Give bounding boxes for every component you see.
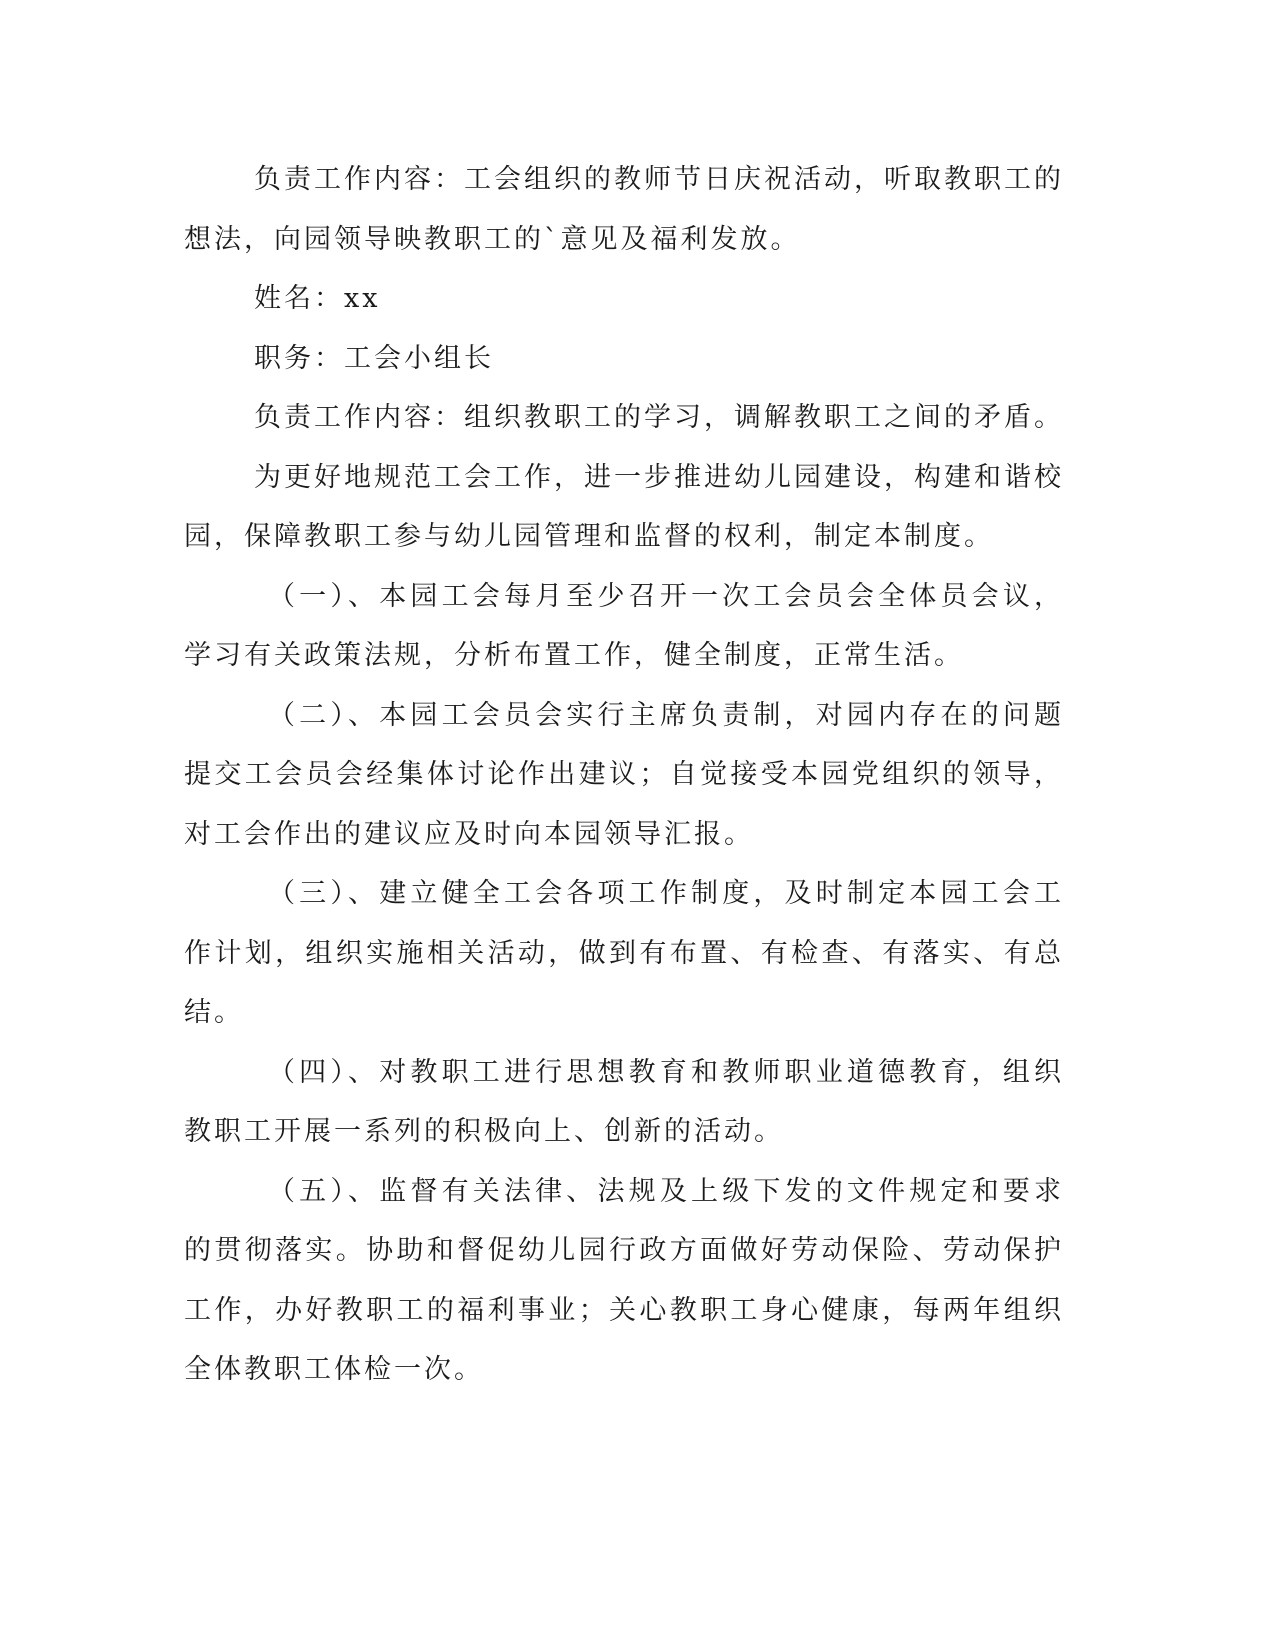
paragraph-intro: 为更好地规范工会工作，进一步推进幼儿园建设，构建和谐校园，保障教职工参与幼儿园管理和监督的权利，制定本制度。 [184, 461, 1064, 552]
paragraph-duty-2: 负责工作内容：组织教职工的学习，调解教职工之间的矛盾。 [254, 402, 1064, 433]
document-body [184, 150, 1064, 1400]
paragraph-rule-1: （一）、本园工会每月至少召开一次工会员会全体员会议，学习有关政策法规，分析布置工作，健全制度，正常生活。 [184, 580, 1064, 671]
paragraph-rule-2: （二）、本园工会员会实行主席负责制，对园内存在的问题提交工会员会经集体讨论作出建议；自觉接受本园党组织的领导，对工会作出的建议应及时向本园领导汇报。 [184, 699, 1064, 850]
paragraph-rule-3: （三）、建立健全工会各项工作制度，及时制定本园工会工作计划，组织实施相关活动，做到有布置、有检查、有落实、有总结。 [184, 878, 1064, 1028]
paragraph-duty-1: 负责工作内容：工会组织的教师节日庆祝活动，听取教职工的想法，向园领导映教职工的`意见及福利发放。 [184, 164, 1064, 255]
paragraph-rule-4: （四）、对教职工进行思想教育和教师职业道德教育，组织教职工开展一系列的积极向上、创新的活动。 [184, 1056, 1064, 1147]
paragraph-rule-5: （五）、监督有关法律、法规及上级下发的文件规定和要求的贯彻落实。协助和督促幼儿园行政方面做好劳动保险、劳动保护工作，办好教职工的福利事业；关心教职工身心健康，每两年组织全体教职工体检一次。 [184, 1175, 1064, 1385]
paragraph-position: 职务：工会小组长 [254, 342, 494, 374]
paragraph-name: 姓名：xx [254, 283, 381, 314]
